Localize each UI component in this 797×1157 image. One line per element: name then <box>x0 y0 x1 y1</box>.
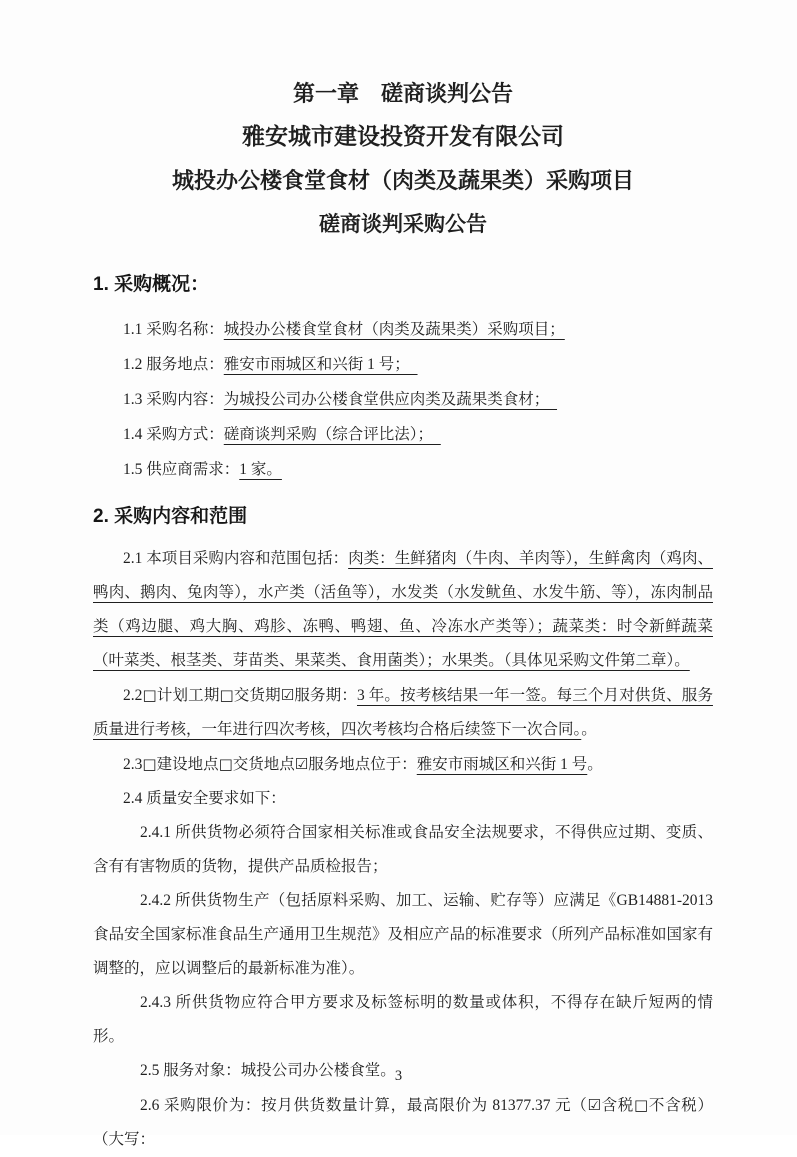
para-2-1-value: 肉类：生鲜猪肉（牛肉、羊肉等），生鲜禽肉（鸡肉、鸭肉、鹅肉、兔肉等），水产类（活鱼等），水发类（水发鱿鱼、水发牛筋、等），冻肉制品类（鸡边腿、鸡大胸、鸡胗、冻鸭、鸭翅、鱼、冷冻水产类等）；蔬菜类：时令新鲜蔬菜（叶菜类、根茎类、芽苗类、果菜类、食用菌类）；水果类。（具体见采购文件第二章）。 <box>93 550 713 669</box>
item-1-2 <box>93 347 713 382</box>
para-2-4: 2.4 质量安全要求如下： <box>123 790 286 807</box>
para-2-3-option-delivery-site: 交货地点 <box>232 756 295 773</box>
para-2-2 <box>93 678 713 747</box>
para-2-6-option-tax-excluded: 不含税 <box>648 1097 698 1114</box>
title-block <box>93 72 713 246</box>
checkbox-unchecked-icon: □ <box>218 755 233 773</box>
para-2-2-value: 3 年。按考核结果一年一签。每三个月对供货、服务质量进行考核，一年进行四次考核，四次考核均合格后续签下一次合同。 <box>93 687 713 738</box>
checkbox-unchecked-icon: □ <box>142 755 157 773</box>
para-2-4-1: 2.4.1 所供货物必须符合国家相关标准或食品安全法规要求，不得供应过期、变质、含有有害物质的货物，提供产品质检报告； <box>93 824 713 875</box>
para-2-3-tail: 。 <box>587 756 603 773</box>
para-2-3-value: 雅安市雨城区和兴街 1 号 <box>416 756 588 773</box>
para-2-3-number: 2.3 <box>123 756 143 773</box>
item-1-3 <box>93 382 713 417</box>
announcement-title: 磋商谈判采购公告 <box>319 212 487 236</box>
company-name-title: 雅安城市建设投资开发有限公司 <box>242 124 564 149</box>
project-name-title: 城投办公楼食堂食材（肉类及蔬果类）采购项目 <box>171 168 634 193</box>
item-1-1-label: 1.1 采购名称： <box>123 321 224 338</box>
para-2-1 <box>93 542 713 678</box>
para-2-2-tail: 。 <box>581 721 597 738</box>
item-1-4 <box>93 417 713 452</box>
item-1-5-value: 1 家。 <box>239 461 282 478</box>
item-1-5-label: 1.5 供应商需求： <box>123 461 240 478</box>
item-1-5 <box>93 452 713 487</box>
checkbox-checked-icon: ☑ <box>280 686 295 704</box>
checkbox-checked-icon: ☑ <box>587 1096 601 1114</box>
para-2-2-option-service-period: 服务期： <box>294 687 357 704</box>
para-2-3 <box>93 747 713 782</box>
para-2-2-option-plan-period: 计划工期 <box>156 687 220 704</box>
para-2-6-option-tax-included: 含税 <box>600 1097 634 1114</box>
para-2-4-3: 2.4.3 所供货物应符合甲方要求及标签标明的数量或体积，不得存在缺斤短两的情形。 <box>93 994 713 1045</box>
section-2-heading: 2. 采购内容和范围 <box>93 506 248 527</box>
para-2-6-tail: ）（大写： <box>93 1097 713 1148</box>
para-2-6 <box>93 1088 713 1157</box>
item-1-3-label: 1.3 采购内容： <box>123 391 224 408</box>
item-1-1-value: 城投办公楼食堂食材（肉类及蔬果类）采购项目； <box>223 321 565 338</box>
item-1-3-value: 为城投公司办公楼食堂供应肉类及蔬果类食材； <box>223 391 558 408</box>
para-2-1-label: 2.1 本项目采购内容和范围包括： <box>123 550 349 567</box>
para-2-4-2: 2.4.2 所供货物生产（包括原料采购、加工、运输、贮存等）应满足《GB14881-2013 食品安全国家标准食品生产通用卫生规范》及相应产品的标准要求（所列产品标准如国家有调整的，应以调整后的最新标准为准）。 <box>93 892 714 977</box>
para-2-3-option-service-site: 服务地点位于： <box>308 756 417 773</box>
para-2-2-number: 2.2 <box>123 687 143 704</box>
item-1-2-label: 1.2 服务地点： <box>123 356 224 373</box>
page-number: 3 <box>394 1068 403 1084</box>
checkbox-checked-icon: ☑ <box>294 755 309 773</box>
checkbox-unchecked-icon: □ <box>634 1096 649 1114</box>
item-1-2-value: 雅安市雨城区和兴街 1 号； <box>223 356 418 373</box>
para-2-3-option-construction-site: 建设地点 <box>156 756 219 773</box>
checkbox-unchecked-icon: □ <box>219 686 234 704</box>
item-1-4-value: 磋商谈判采购（综合评比法）； <box>223 426 441 443</box>
item-1-1 <box>93 312 713 347</box>
para-2-2-option-delivery-period: 交货期 <box>233 687 281 704</box>
chapter-title: 第一章 磋商谈判公告 <box>292 81 513 106</box>
checkbox-unchecked-icon: □ <box>142 686 157 704</box>
para-2-6-text: 2.6 采购限价为：按月供货数量计算，最高限价为 81377.37 元（ <box>140 1097 588 1114</box>
section-1-heading: 1. 采购概况： <box>93 274 210 295</box>
item-1-4-label: 1.4 采购方式： <box>123 426 224 443</box>
para-2-5: 2.5 服务对象：城投公司办公楼食堂。 <box>140 1062 396 1079</box>
